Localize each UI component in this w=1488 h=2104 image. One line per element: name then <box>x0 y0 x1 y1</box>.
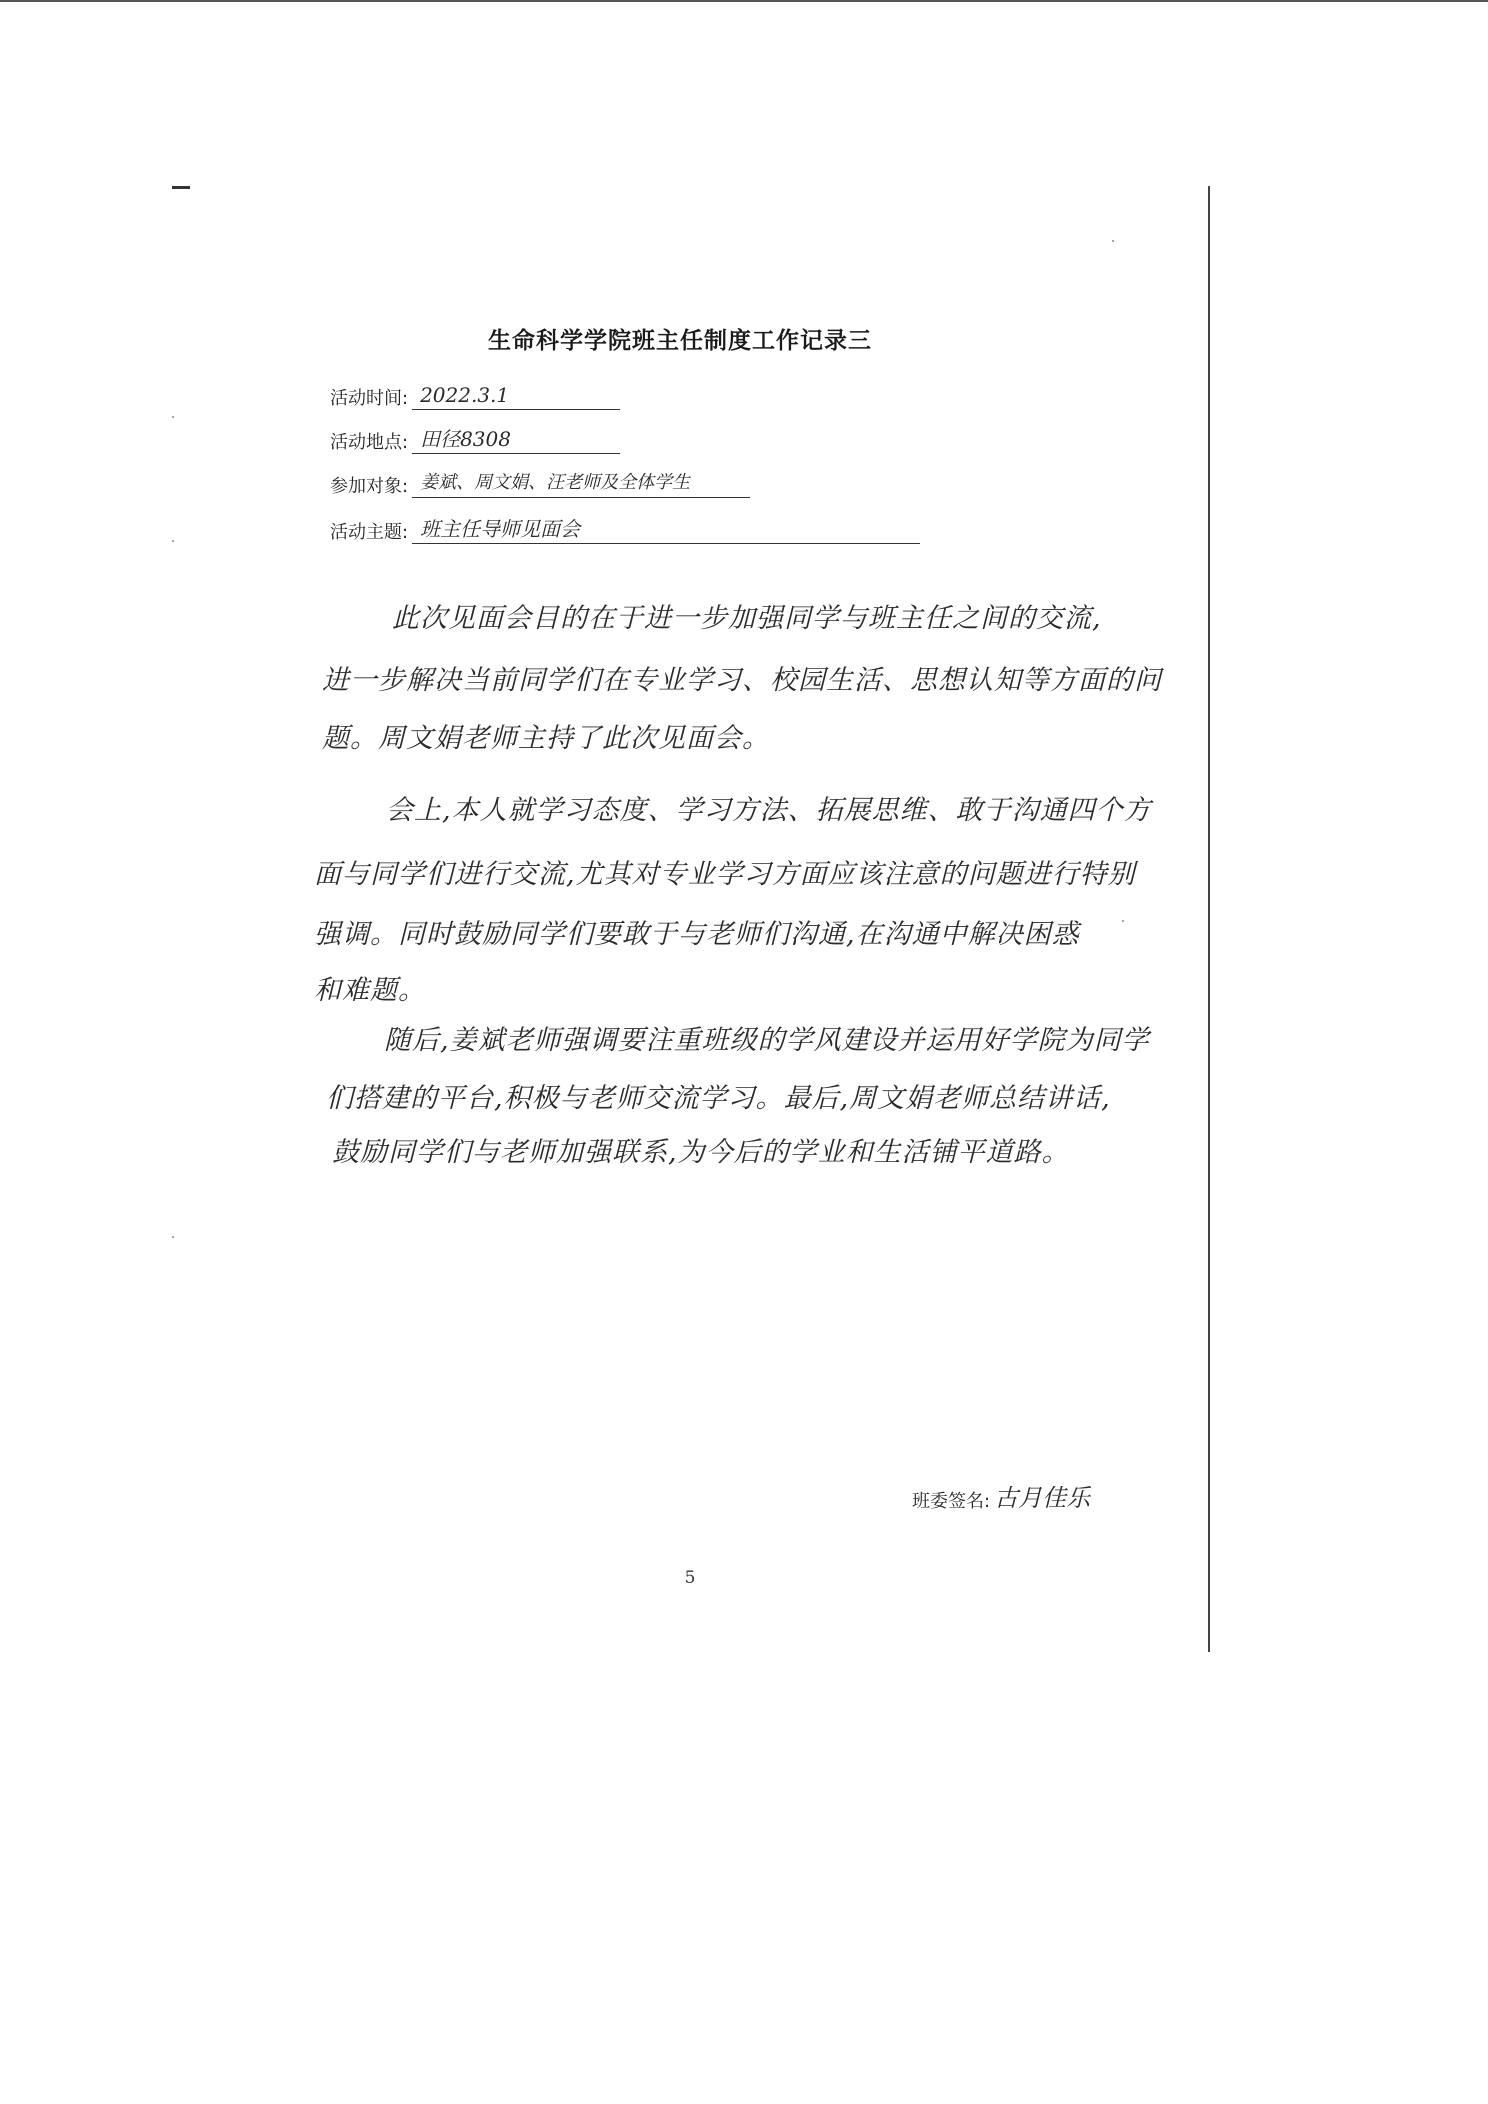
body-line: 此次见面会目的在于进一步加强同学与班主任之间的交流, <box>392 603 1102 634</box>
field-value: 姜斌、周文娟、汪老师及全体学生 <box>412 469 750 498</box>
body-line: 和难题。 <box>314 975 426 1006</box>
field-label: 活动主题: <box>330 522 409 543</box>
field-participants <box>330 468 750 498</box>
body-line: 鼓励同学们与老师加强联系,为今后的学业和生活铺平道路。 <box>332 1137 1070 1168</box>
scan-speck <box>172 416 174 418</box>
field-label: 活动时间: <box>330 388 409 409</box>
scan-top-edge <box>0 0 1488 2</box>
page-number: 5 <box>684 1568 696 1588</box>
corner-mark <box>172 186 190 189</box>
page-right-border <box>1208 186 1210 1652</box>
field-value: 班主任导师见面会 <box>412 515 920 544</box>
body-line: 进一步解决当前同学们在专业学习、校园生活、思想认知等方面的问 <box>322 665 1162 696</box>
field-value: 2022.3.1 <box>412 381 620 410</box>
scan-speck <box>172 1236 174 1238</box>
field-value: 田径8308 <box>412 425 620 454</box>
scan-speck <box>172 540 174 542</box>
field-activity-location <box>330 424 620 454</box>
body-line: 们搭建的平台,积极与老师交流学习。最后,周文娟老师总结讲话, <box>326 1083 1111 1114</box>
signature-label: 班委签名: <box>912 1491 991 1512</box>
field-label: 活动地点: <box>330 432 409 453</box>
class-committee-signature <box>912 1478 1090 1513</box>
field-label: 参加对象: <box>330 476 409 497</box>
body-line: 随后,姜斌老师强调要注重班级的学风建设并运用好学院为同学 <box>384 1025 1150 1056</box>
field-activity-theme <box>330 514 920 544</box>
body-line: 面与同学们进行交流,尤其对专业学习方面应该注意的问题进行特别 <box>314 859 1136 890</box>
signature-value: 古月佳乐 <box>994 1484 1091 1512</box>
body-line: 强调。同时鼓励同学们要敢于与老师们沟通,在沟通中解决困惑 <box>314 919 1080 950</box>
scan-speck <box>1112 240 1114 242</box>
document-title: 生命科学学院班主任制度工作记录三 <box>488 328 872 354</box>
body-line: 题。周文娟老师主持了此次见面会。 <box>322 723 770 754</box>
field-activity-time <box>330 380 620 410</box>
body-line: 会上,本人就学习态度、学习方法、拓展思维、敢于沟通四个方 <box>386 795 1152 826</box>
scan-speck <box>1122 920 1124 922</box>
